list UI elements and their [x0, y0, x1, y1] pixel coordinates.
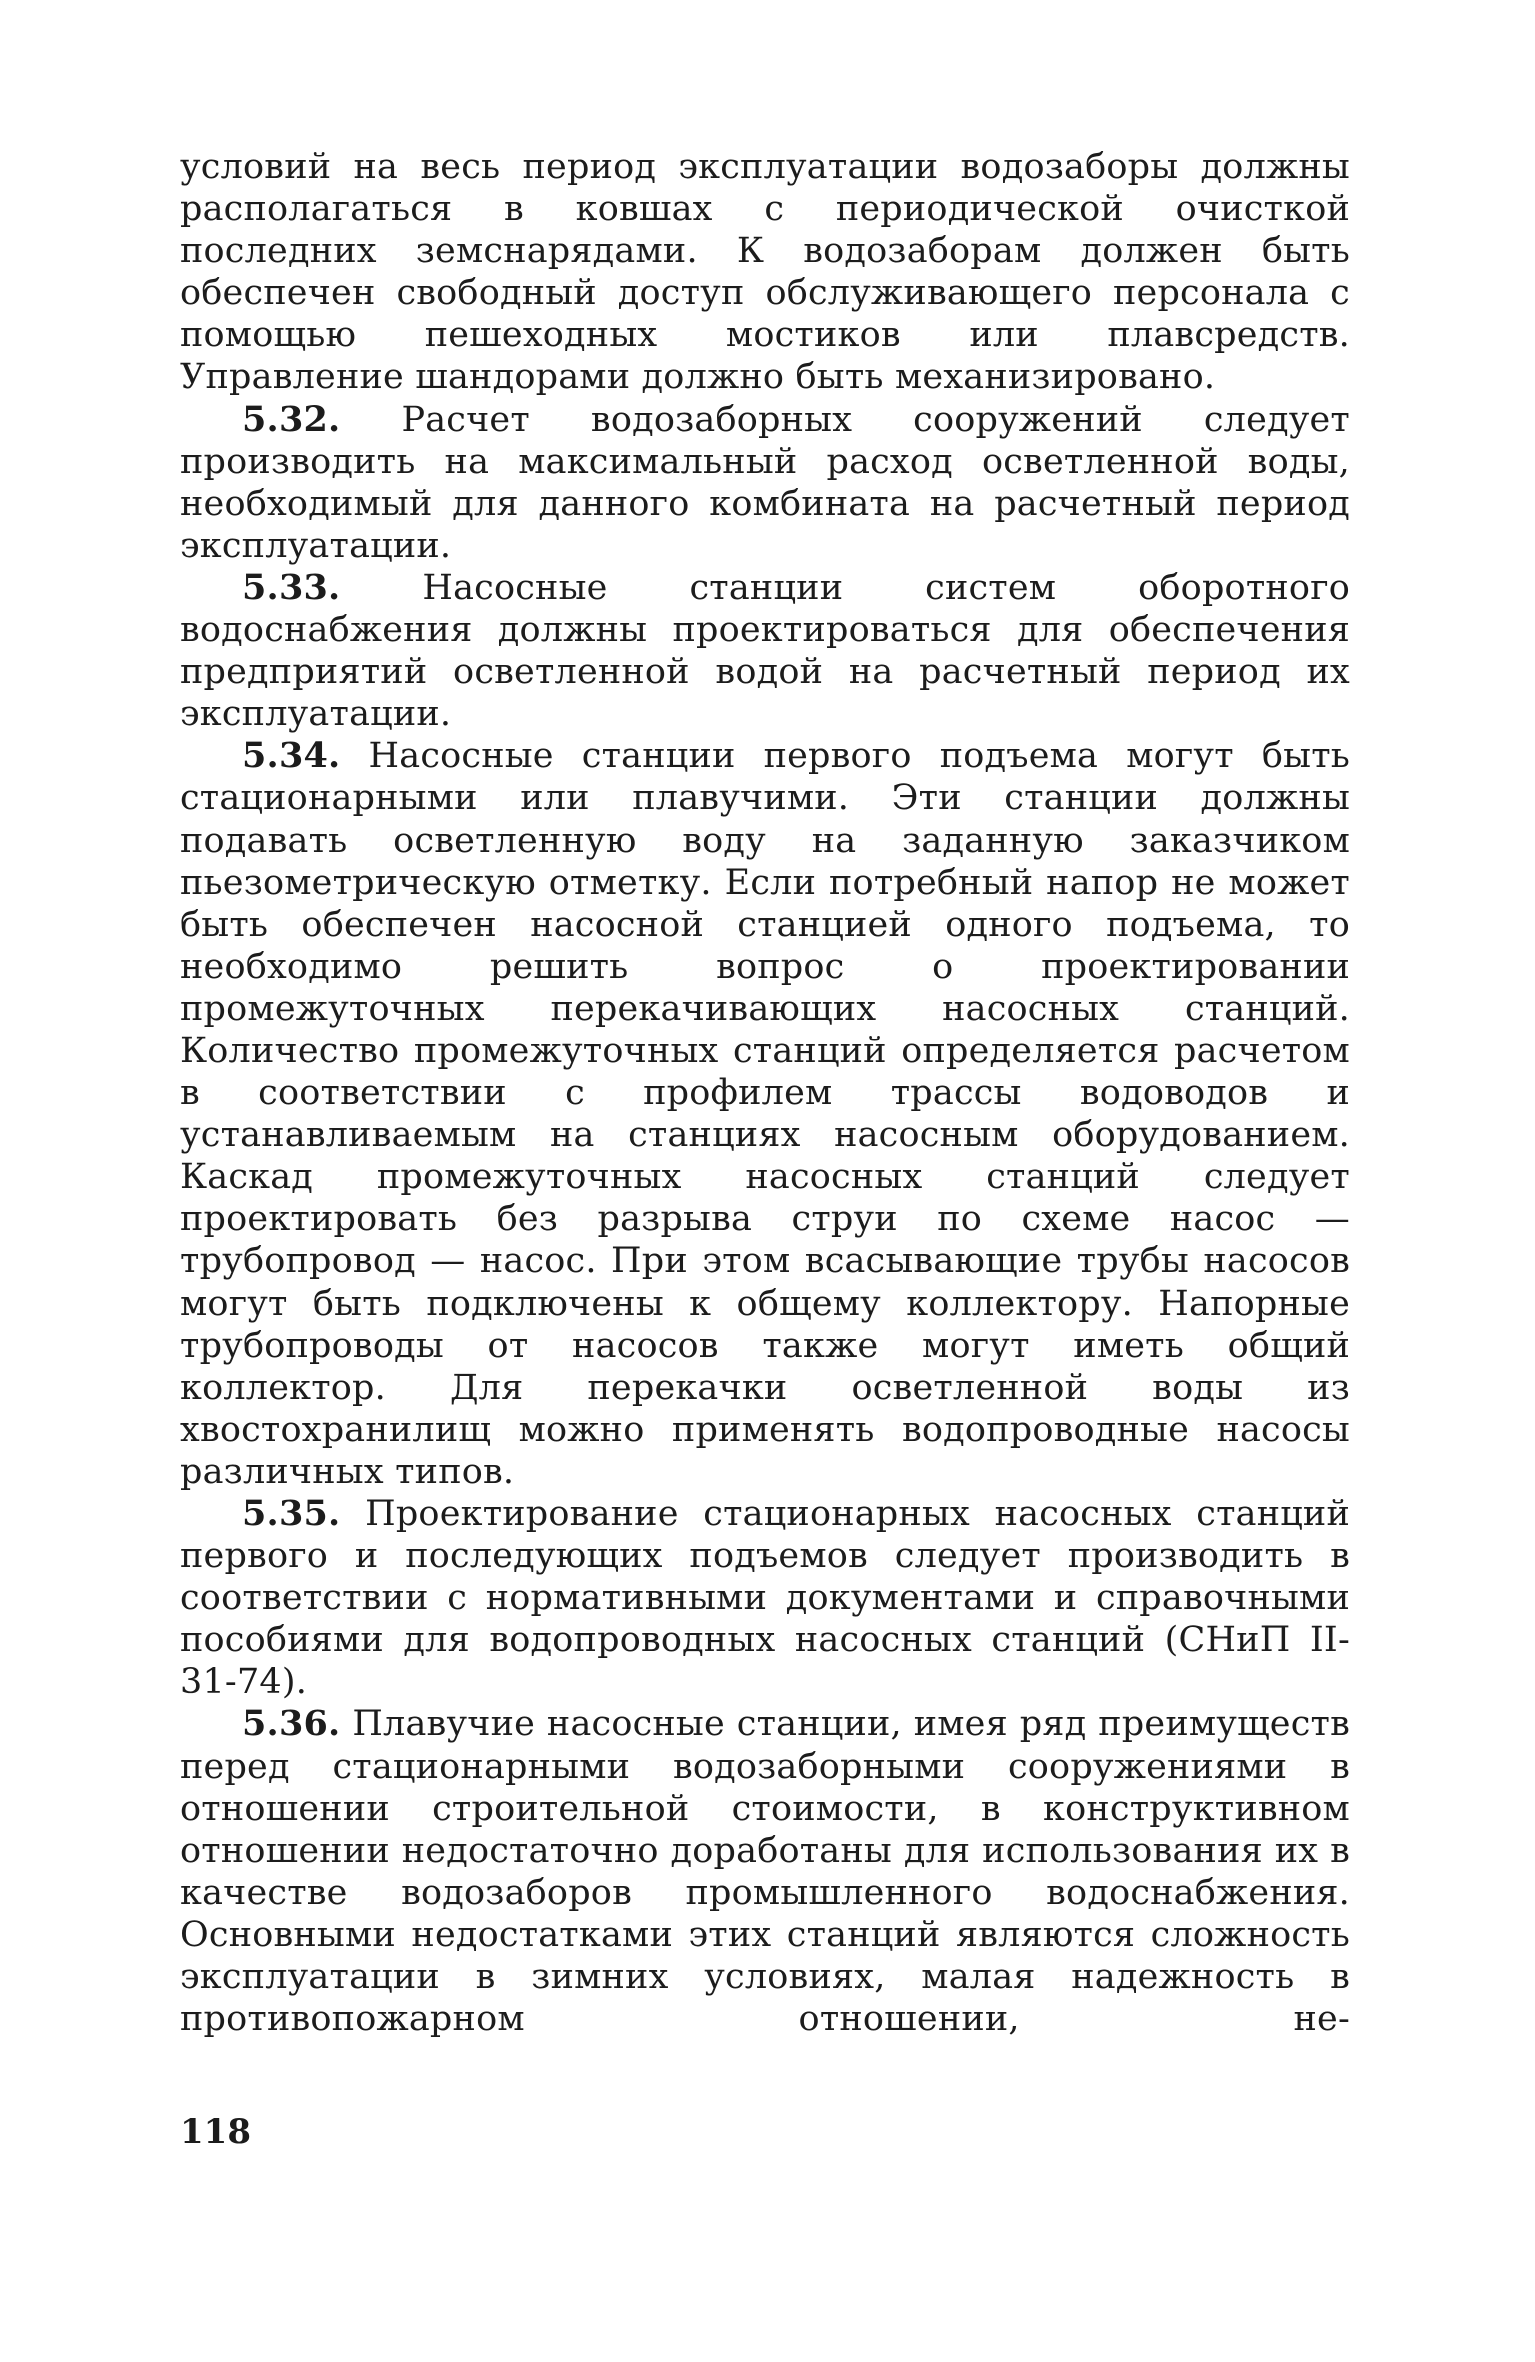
paragraph-5-32	[180, 399, 1350, 567]
clause-number: 5.35.	[242, 1493, 341, 1534]
paragraph-text: Насосные станции первого подъема могут быть стационарными или плавучими. Эти станции должны подавать осветленную воду на заданную заказчиком пьезометрическую отметку. Если потребный напор не может быть обеспечен насосной станцией одного подъема, то необходимо решить вопрос о проектировании промежуточных перекачивающих насосных станций. Количество промежуточных станций определяется расчетом в соответствии с профилем трассы водоводов и устанавливаемым на станциях насосным оборудованием. Каскад промежуточных насосных станций следует проектировать без разрыва струи по схеме насос — трубопровод — насос. При этом всасывающие трубы насосов могут быть подключены к общему коллектору. Напорные трубопроводы от насосов также могут иметь общий коллектор. Для перекачки осветленной воды из хвостохранилищ можно применять водопроводные насосы различных типов.	[180, 736, 1351, 1492]
paragraph-5-34	[180, 735, 1350, 1493]
clause-number: 5.33.	[242, 566, 341, 608]
page-body	[180, 146, 1350, 2040]
page-number: 118	[180, 2112, 251, 2152]
clause-number: 5.36.	[242, 1703, 341, 1745]
paragraph-text: условий на весь период эксплуатации водозаборы должны располагаться в ковшах с периодической очисткой последних земснарядами. К водозаборам должен быть обеспечен свободный доступ обслуживающего персонала с помощью пешеходных мостиков или плавсредств. Управление шандорами должно быть механизировано.	[180, 147, 1350, 398]
paragraph-5-33	[180, 567, 1350, 735]
clause-number: 5.32.	[242, 398, 341, 440]
paragraph-text: Плавучие насосные станции, имея ряд преимуществ перед стационарными водозаборными сооружениями в отношении строительной стоимости, в конструктивном отношении недостаточно доработаны для использования их в качестве водозаборов промышленного водоснабжения. Основными недостатками этих станций являются сложность эксплуатации в зимних условиях, малая надежность в противопожарном отношении, не-	[180, 1704, 1350, 2040]
paragraph-text: Расчет водозаборных сооружений следует производить на максимальный расход осветленной воды, необходимый для данного комбината на расчетный период эксплуатации.	[180, 399, 1350, 566]
paragraph-5-35	[180, 1493, 1350, 1703]
clause-number: 5.34.	[242, 735, 341, 777]
paragraph-text: Насосные станции систем оборотного водоснабжения должны проектироваться для обеспечения предприятий осветленной водой на расчетный период их эксплуатации.	[180, 567, 1350, 735]
paragraph-text: Проектирование стационарных насосных станций первого и последующих подъемов следует производить в соответствии с нормативными документами и справочными пособиями для водопроводных насосных станций (СНиП II-31-74).	[180, 1494, 1350, 1703]
paragraph-5-36	[180, 1703, 1350, 2040]
paragraph-continuation	[180, 146, 1350, 399]
